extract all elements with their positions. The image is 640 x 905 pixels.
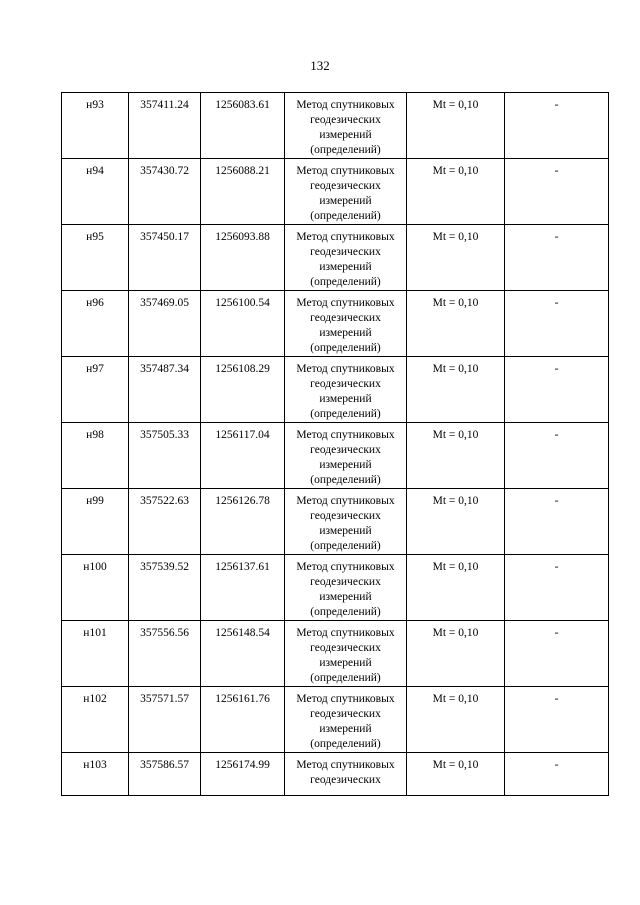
table-row	[62, 93, 609, 159]
table-row	[62, 291, 609, 357]
point-number-cell: н96	[62, 291, 129, 357]
point-number-cell: н101	[62, 621, 129, 687]
point-number-cell: н95	[62, 225, 129, 291]
y-coordinate-cell: 1256088.21	[201, 159, 285, 225]
method-line: геодезических	[310, 708, 381, 720]
method-line: (определений)	[310, 408, 381, 420]
y-coordinate-cell: 1256093.88	[201, 225, 285, 291]
method-cell	[285, 93, 407, 159]
y-coordinate-cell: 1256137.61	[201, 555, 285, 621]
table-row	[62, 225, 609, 291]
method-line: Метод спутниковых	[296, 627, 395, 639]
x-coordinate-cell: 357556.56	[129, 621, 201, 687]
y-coordinate-cell: 1256108.29	[201, 357, 285, 423]
method-line: геодезических	[310, 444, 381, 456]
method-cell	[285, 687, 407, 753]
accuracy-cell: Mt = 0,10	[407, 159, 505, 225]
method-line: (определений)	[310, 210, 381, 222]
point-number-cell: н94	[62, 159, 129, 225]
method-line: измерений	[319, 657, 372, 669]
method-line: Метод спутниковых	[296, 759, 395, 771]
accuracy-cell: Mt = 0,10	[407, 489, 505, 555]
note-cell: -	[505, 225, 609, 291]
point-number-cell: н102	[62, 687, 129, 753]
method-line: (определений)	[310, 342, 381, 354]
method-line: Метод спутниковых	[296, 495, 395, 507]
y-coordinate-cell: 1256174.99	[201, 753, 285, 796]
method-line: геодезических	[310, 774, 381, 786]
x-coordinate-cell: 357539.52	[129, 555, 201, 621]
x-coordinate-cell: 357522.63	[129, 489, 201, 555]
x-coordinate-cell: 357430.72	[129, 159, 201, 225]
x-coordinate-cell: 357505.33	[129, 423, 201, 489]
table-row	[62, 423, 609, 489]
method-line: геодезических	[310, 378, 381, 390]
method-cell	[285, 423, 407, 489]
point-number-cell: н99	[62, 489, 129, 555]
method-line: Метод спутниковых	[296, 561, 395, 573]
method-line: геодезических	[310, 642, 381, 654]
method-line: измерений	[319, 261, 372, 273]
accuracy-cell: Mt = 0,10	[407, 555, 505, 621]
method-line: геодезических	[310, 246, 381, 258]
method-line: Метод спутниковых	[296, 363, 395, 375]
page-number: 132	[310, 58, 330, 73]
table-row	[62, 159, 609, 225]
point-number-cell: н103	[62, 753, 129, 796]
note-cell: -	[505, 489, 609, 555]
method-cell	[285, 753, 407, 796]
note-cell: -	[505, 159, 609, 225]
method-line: (определений)	[310, 540, 381, 552]
method-line: измерений	[319, 591, 372, 603]
note-cell: -	[505, 357, 609, 423]
method-cell	[285, 621, 407, 687]
method-line: Метод спутниковых	[296, 165, 395, 177]
method-line: Метод спутниковых	[296, 99, 395, 111]
y-coordinate-cell: 1256117.04	[201, 423, 285, 489]
method-line: Метод спутниковых	[296, 297, 395, 309]
method-line: измерений	[319, 525, 372, 537]
accuracy-cell: Mt = 0,10	[407, 423, 505, 489]
method-cell	[285, 291, 407, 357]
point-number-cell: н93	[62, 93, 129, 159]
coordinates-table	[61, 92, 609, 796]
method-line: Метод спутниковых	[296, 231, 395, 243]
method-cell	[285, 555, 407, 621]
method-line: (определений)	[310, 276, 381, 288]
accuracy-cell: Mt = 0,10	[407, 753, 505, 796]
note-cell: -	[505, 423, 609, 489]
method-line: (определений)	[310, 606, 381, 618]
accuracy-cell: Mt = 0,10	[407, 621, 505, 687]
point-number-cell: н97	[62, 357, 129, 423]
accuracy-cell: Mt = 0,10	[407, 93, 505, 159]
method-line: измерений	[319, 195, 372, 207]
note-cell: -	[505, 555, 609, 621]
note-cell: -	[505, 93, 609, 159]
y-coordinate-cell: 1256083.61	[201, 93, 285, 159]
method-line: (определений)	[310, 474, 381, 486]
y-coordinate-cell: 1256161.76	[201, 687, 285, 753]
table-row	[62, 687, 609, 753]
x-coordinate-cell: 357450.17	[129, 225, 201, 291]
note-cell: -	[505, 753, 609, 796]
x-coordinate-cell: 357571.57	[129, 687, 201, 753]
method-line: измерений	[319, 129, 372, 141]
method-line: измерений	[319, 459, 372, 471]
point-number-cell: н100	[62, 555, 129, 621]
y-coordinate-cell: 1256126.78	[201, 489, 285, 555]
note-cell: -	[505, 621, 609, 687]
method-cell	[285, 489, 407, 555]
method-line: геодезических	[310, 510, 381, 522]
point-number-cell: н98	[62, 423, 129, 489]
method-line: Метод спутниковых	[296, 693, 395, 705]
x-coordinate-cell: 357487.34	[129, 357, 201, 423]
method-line: геодезических	[310, 312, 381, 324]
method-line: Метод спутниковых	[296, 429, 395, 441]
y-coordinate-cell: 1256100.54	[201, 291, 285, 357]
method-line: (определений)	[310, 738, 381, 750]
y-coordinate-cell: 1256148.54	[201, 621, 285, 687]
method-line: геодезических	[310, 180, 381, 192]
method-line: измерений	[319, 723, 372, 735]
x-coordinate-cell: 357586.57	[129, 753, 201, 796]
method-cell	[285, 357, 407, 423]
table-row	[62, 489, 609, 555]
method-line: измерений	[319, 327, 372, 339]
x-coordinate-cell: 357469.05	[129, 291, 201, 357]
method-cell	[285, 225, 407, 291]
accuracy-cell: Mt = 0,10	[407, 357, 505, 423]
method-line: геодезических	[310, 114, 381, 126]
accuracy-cell: Mt = 0,10	[407, 291, 505, 357]
note-cell: -	[505, 291, 609, 357]
table-row	[62, 357, 609, 423]
accuracy-cell: Mt = 0,10	[407, 225, 505, 291]
method-line: измерений	[319, 393, 372, 405]
note-cell: -	[505, 687, 609, 753]
method-cell	[285, 159, 407, 225]
method-line: (определений)	[310, 144, 381, 156]
table-row	[62, 753, 609, 796]
coordinates-table-body	[62, 93, 609, 796]
accuracy-cell: Mt = 0,10	[407, 687, 505, 753]
table-row	[62, 621, 609, 687]
x-coordinate-cell: 357411.24	[129, 93, 201, 159]
method-line: геодезических	[310, 576, 381, 588]
table-row	[62, 555, 609, 621]
method-line: (определений)	[310, 672, 381, 684]
